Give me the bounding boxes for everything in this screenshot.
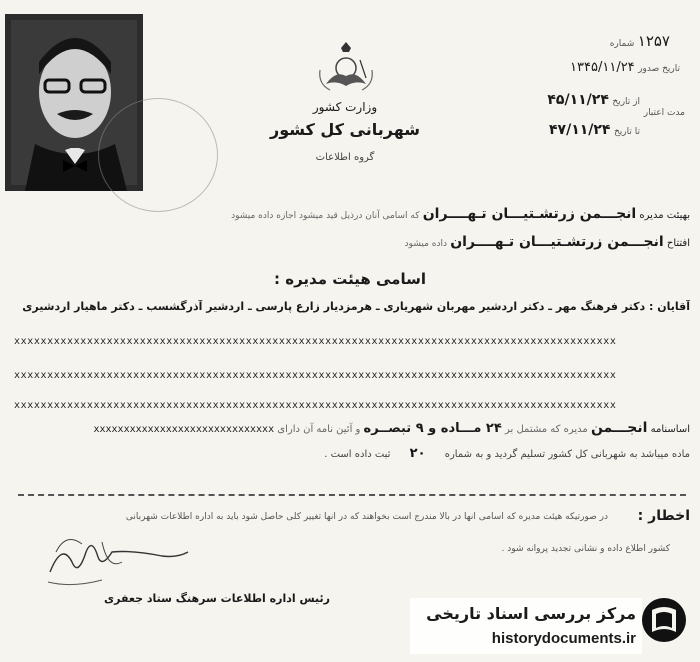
info-group-title: گروه اطلاعات [315, 152, 375, 163]
from-date-label: از تاریخ [612, 97, 640, 107]
body-line-1 [150, 206, 690, 222]
circular-stamp [98, 98, 218, 212]
filler-row-3: xxxxxxxxxxxxxxxxxxxxxxxxxxxxxxxxxxxxxxxxxxxxxxxxxxxxxxxxxxxxxxxxxxxxxxxxxxxxxxxxxxxxxxxxxxx [14, 400, 617, 411]
warning-text-1: در صورتیکه هیئت مدیره که اسامی آنها در بالا مندرج است بخواهند که در آنها تغییر کلی حاصل شود باید به اداره اطلاعات شهربانی [125, 512, 608, 522]
number-label: شماره [609, 39, 635, 49]
handwritten-signature [42, 522, 192, 592]
line2-suffix: داده میشود [404, 239, 447, 249]
filler-row-2: xxxxxxxxxxxxxxxxxxxxxxxxxxxxxxxxxxxxxxxxxxxxxxxxxxxxxxxxxxxxxxxxxxxxxxxxxxxxxxxxxxxxxxxxxxx [14, 370, 617, 381]
line2-org: انجـــمن زرتشـتیـــان تـهــــران [450, 234, 664, 250]
charter-middle: مدیره که مشتمل بر [504, 424, 588, 435]
issue-date-value: ۱۳۴۵/۱۱/۲۴ [570, 60, 635, 75]
police-title: شهربانی کل کشور [269, 120, 420, 139]
watermark-url: historydocuments.ir [491, 630, 636, 647]
watermark-org: مرکز بررسی اسناد تاریخی [426, 604, 636, 623]
from-date-value: ۴۵/۱۱/۲۴ [547, 92, 609, 108]
charter-prefix: اساسنامه [650, 424, 690, 435]
charter-articles: ۲۴ مـــاده و ۹ تبصــره [363, 421, 502, 436]
registration-text: ماده میباشد به شهربانی کل کشور تسلیم گردید و به شماره [444, 449, 690, 460]
body-line-2 [280, 234, 690, 250]
registration-line [240, 446, 690, 461]
number-value: ۱۲۵۷ [637, 32, 670, 50]
charter-suffix: و آئین نامه آن دارای [277, 424, 361, 435]
charter-org: انجـــمن [590, 420, 648, 436]
issue-date-label: تاریخ صدور [638, 64, 680, 74]
ministry-title: وزارت کشور [312, 100, 378, 114]
archive-logo-icon [640, 596, 688, 644]
issue-date-field [520, 60, 680, 75]
to-date-label: تا تاریخ [613, 127, 640, 137]
warning-title: اخطار : [637, 508, 690, 524]
line1-suffix: که اسامی آنان درذیل قید میشود اجازه داده میشود [231, 211, 420, 221]
warning-text-2: کشور اطلاع داده و نشانی تجدید پروانه شود . [501, 544, 670, 554]
number-field [560, 32, 670, 50]
validity-label: مدت اعتبار [643, 108, 685, 118]
separator-line [18, 494, 686, 496]
line2-prefix: افتتاح [666, 238, 690, 249]
line1-org: انجـــمن زرتشـتیـــان تـهــــران [422, 206, 637, 222]
to-date-field [480, 122, 640, 138]
lion-and-sun-emblem-icon [316, 40, 376, 94]
board-members: آقایان : دکتر فرهنگ مهر ـ دکتر اردشیر مهربان شهریاری ـ هرمزدیار زارع پارسی ـ اردشیر آذرگشسب ـ دکتر ماهیار اردشیری [22, 300, 690, 313]
registration-number: ۲۰ [409, 446, 426, 461]
filler-row-1: xxxxxxxxxxxxxxxxxxxxxxxxxxxxxxxxxxxxxxxxxxxxxxxxxxxxxxxxxxxxxxxxxxxxxxxxxxxxxxxxxxxxxxxxxxx [14, 336, 617, 347]
line1-prefix: بهیئت مدیره [639, 210, 690, 221]
from-date-field [480, 92, 640, 108]
charter-filler: xxxxxxxxxxxxxxxxxxxxxxxxxxxxxx [93, 424, 275, 435]
registration-end: ثبت داده است . [324, 449, 391, 460]
to-date-value: ۴۷/۱۱/۲۴ [548, 122, 611, 138]
board-title: اسامی هیئت مدیره : [274, 270, 426, 288]
charter-line [14, 420, 690, 436]
signatory-title: رئیس اداره اطلاعات سرهنگ ستاد جعفری [104, 592, 330, 605]
